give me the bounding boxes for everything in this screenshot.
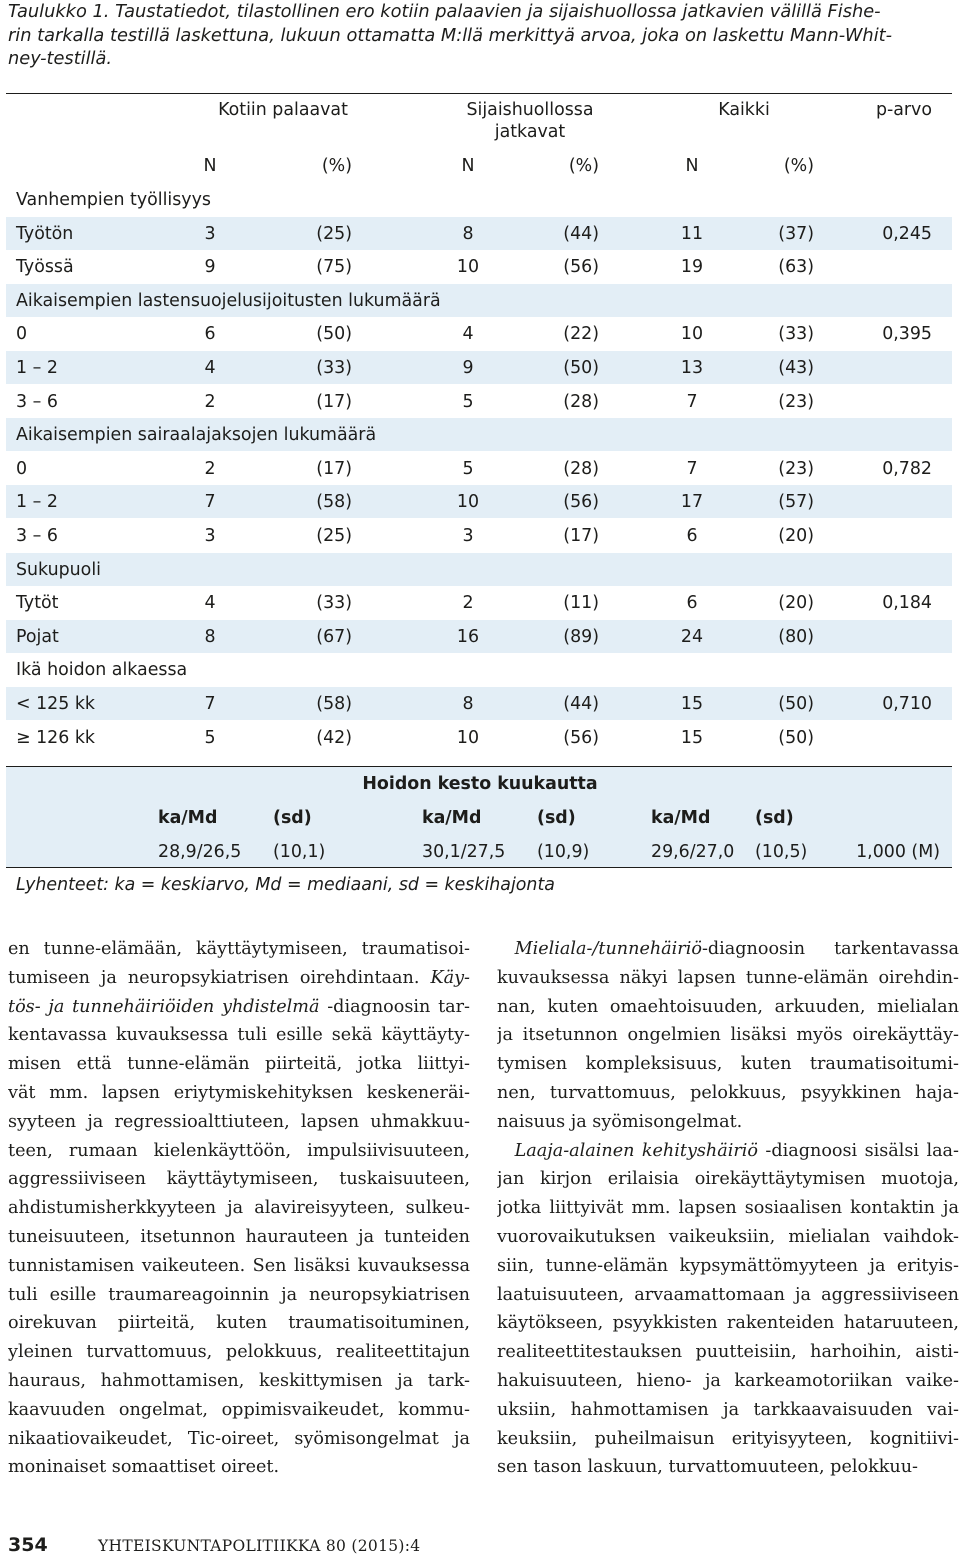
table-cell: 13 xyxy=(680,358,704,378)
table-cell: (50) xyxy=(778,694,814,714)
table-cell: (25) xyxy=(316,223,352,244)
p-value-cell: 0,184 xyxy=(882,593,932,614)
section-label: Ikä hoidon alkaessa xyxy=(16,660,188,681)
duration-value: (10,9) xyxy=(537,842,590,862)
duration-value: 30,1/27,5 xyxy=(422,842,506,862)
table-cell: 24 xyxy=(680,626,704,647)
text-line xyxy=(497,1309,959,1338)
table-row xyxy=(6,721,952,754)
header-all: Kaikki xyxy=(718,100,770,120)
subheader-pct: (%) xyxy=(321,156,352,176)
table-cell: 4 xyxy=(204,593,216,614)
table-cell: 17 xyxy=(680,492,704,513)
text-line xyxy=(497,964,959,993)
row-label: 3 – 6 xyxy=(16,391,58,412)
table-cell: 2 xyxy=(204,458,216,479)
table-cell: 16 xyxy=(456,626,480,647)
row-label: 3 – 6 xyxy=(16,526,58,546)
text-line-content: kaavuuden ongelmat, oppimisvaikeudet, kommu- xyxy=(8,1399,470,1420)
text-line xyxy=(497,1137,959,1166)
text-line-content: ja itsetunnon ongelmien lisäksi myös oirekäyttäy- xyxy=(497,1025,959,1046)
text-line-content: uksiin, hahmottamisen ja tarkkaavaisuuden vai- xyxy=(497,1399,959,1420)
text-line xyxy=(8,1079,470,1108)
caption-line: ney-testillä. xyxy=(8,48,113,69)
text-line xyxy=(497,1338,959,1367)
text-line-content: tumiseen ja neuropsykiatrisen oirehdintaan. Käy- xyxy=(8,967,470,988)
text-line-content: tös- ja tunnehäiriöiden yhdistelmä -diagnoosin tar- xyxy=(8,996,470,1017)
text-line-content: syyteen ja regressioalttiuteen, lapsen uhmakkuu- xyxy=(8,1111,470,1132)
table-row xyxy=(6,351,952,384)
table-cell: 4 xyxy=(462,324,474,345)
table-cell: (63) xyxy=(778,257,814,278)
p-value-cell: 0,395 xyxy=(882,324,932,345)
text-line xyxy=(497,1021,959,1050)
text-line xyxy=(8,1396,470,1425)
section-label: Aikaisempien sairaalajaksojen lukumäärä xyxy=(16,425,377,446)
table-cell: (23) xyxy=(778,391,814,412)
text-line-content: oirekuvan piirteitä, kuten traumatisoituminen, xyxy=(8,1313,470,1334)
text-line xyxy=(8,993,470,1022)
text-line xyxy=(497,1194,959,1223)
text-line xyxy=(8,1281,470,1310)
table-cell: 4 xyxy=(204,358,216,378)
text-line-content: tymisen kompleksisuus, kuten traumatisoitumi- xyxy=(497,1054,959,1075)
table-cell: (33) xyxy=(778,324,814,345)
text-line-content: jan kirjon erilaisia oirekäyttäytymisen muotoja, xyxy=(497,1169,959,1190)
text-line-content: tuneisuuteen, itsetunnon haurauteen ja tunteiden xyxy=(8,1226,470,1247)
text-line-content: realiteettitestauksen puutteisiin, harhoihin, aisti- xyxy=(497,1342,959,1363)
text-line-content: nikaatiovaikeudet, Tic-oireet, syömisongelmat ja xyxy=(8,1428,470,1449)
duration-value: 28,9/26,5 xyxy=(158,842,242,862)
duration-value: (10,5) xyxy=(755,842,808,862)
text-line xyxy=(8,1050,470,1079)
row-label: 1 – 2 xyxy=(16,492,58,513)
table-cell: (50) xyxy=(563,358,599,378)
table-cell: (89) xyxy=(563,626,599,647)
text-line xyxy=(8,1338,470,1367)
header-home: Kotiin palaavat xyxy=(218,100,348,120)
table-cell: (17) xyxy=(563,526,599,546)
table-cell: (22) xyxy=(563,324,599,345)
table-cell: 3 xyxy=(462,526,474,546)
table-cell: (33) xyxy=(316,593,352,614)
table-cell: 19 xyxy=(680,257,704,278)
row-label: Työtön xyxy=(16,223,74,244)
text-line-content: käytökseen, psyykkisten rakenteiden hataruuteen, xyxy=(497,1313,959,1334)
section-label: Aikaisempien lastensuojelusijoitusten lukumäärä xyxy=(16,290,441,311)
row-label: 1 – 2 xyxy=(16,358,58,378)
body-text-right-column xyxy=(497,935,959,1505)
table-row xyxy=(6,217,952,250)
text-line xyxy=(497,993,959,1022)
table-section-row xyxy=(6,553,952,586)
table-cell: 3 xyxy=(204,526,216,546)
text-line xyxy=(8,1367,470,1396)
table-cell: 6 xyxy=(204,324,216,345)
duration-header: (sd) xyxy=(273,808,312,828)
table-row xyxy=(6,519,952,552)
table-cell: 15 xyxy=(680,727,704,748)
text-line-content: kuvauksessa näkyi lapsen tunne-elämän oirehdin- xyxy=(497,967,959,988)
text-line-content: tunnistamisen vaikeuteen. Sen lisäksi kuvauksessa xyxy=(8,1255,470,1276)
table-cell: 7 xyxy=(686,391,698,412)
subheader-n: N xyxy=(203,156,217,176)
text-line xyxy=(8,1108,470,1137)
text-line xyxy=(8,1223,470,1252)
text-line-content: keuksiin, puheilmaisun erityisyyteen, kognitiivi- xyxy=(497,1428,959,1449)
abbreviations-note: Lyhenteet: ka = keskiarvo, Md = mediaani, sd = keskihajonta xyxy=(16,875,555,895)
table-row xyxy=(6,250,952,283)
subheader-n: N xyxy=(685,156,699,176)
table-cell: (57) xyxy=(778,492,814,513)
text-line-content: en tunne-elämään, käyttäytymiseen, traumatisoi- xyxy=(8,939,470,959)
table-cell: 5 xyxy=(462,458,474,479)
table-cell: 8 xyxy=(204,626,216,647)
table-row xyxy=(6,317,952,350)
p-value-cell: 0,782 xyxy=(882,458,932,479)
header-foster-line2: jatkavat xyxy=(494,122,566,142)
body-text-left-column xyxy=(8,935,470,1505)
duration-header: (sd) xyxy=(755,808,794,828)
table-cell: (56) xyxy=(563,257,599,278)
table-row xyxy=(6,687,952,720)
text-line-content: yleinen turvattomuus, pelokkuus, realiteettitajun xyxy=(8,1342,470,1363)
text-line-content: siin, tunne-elämän kypsymättömyyteen ja erityis- xyxy=(497,1255,959,1276)
text-line-content: tuli esille traumareagoinnin ja neuropsykiatrisen xyxy=(8,1284,470,1305)
table-cell: 7 xyxy=(686,458,698,479)
duration-value: 29,6/27,0 xyxy=(651,842,735,862)
table-cell: 9 xyxy=(462,358,474,378)
table-cell: (25) xyxy=(316,526,352,546)
text-line-content: naisuus ja syömisongelmat. xyxy=(497,1111,743,1132)
table-cell: 8 xyxy=(462,694,474,714)
text-line-content: vuorovaikutuksen vaikeuksiin, mielialan vaihdok- xyxy=(497,1226,959,1247)
text-line-content: laatuisuuteen, arvaamattomaan ja aggressiiviseen xyxy=(497,1284,959,1305)
table-cell: (67) xyxy=(316,626,352,647)
table-cell: (80) xyxy=(778,626,814,647)
row-label: < 125 kk xyxy=(16,694,95,714)
caption-line: rin tarkalla testillä laskettuna, lukuun ottamatta M:llä merkittyä arvoa, joka on laskettu Mann-Whit- xyxy=(8,24,893,46)
subheader-pct: (%) xyxy=(783,156,814,176)
text-line-content: ahdistumisherkkyyteen ja alavireisyyteen, sulkeu- xyxy=(8,1198,470,1219)
row-label: Pojat xyxy=(16,626,59,647)
duration-value: (10,1) xyxy=(273,842,326,862)
text-line xyxy=(8,1194,470,1223)
text-line-content: hauraus, hahmottamisen, keskittymisen ja tark- xyxy=(8,1370,470,1391)
header-p-value: p-arvo xyxy=(875,100,932,120)
text-line xyxy=(8,935,470,964)
section-label: Sukupuoli xyxy=(16,559,101,580)
row-label: 0 xyxy=(16,324,28,345)
text-line-content: hakuisuuteen, hieno- ja karkeamotoriikan vaike- xyxy=(497,1370,959,1391)
subheader-pct: (%) xyxy=(568,156,599,176)
row-label: Tytöt xyxy=(16,593,59,614)
table-cell: (58) xyxy=(316,492,352,513)
row-label: Työssä xyxy=(16,257,74,278)
duration-header: (sd) xyxy=(537,808,576,828)
table-row xyxy=(6,452,952,485)
duration-header: ka/Md xyxy=(422,808,482,828)
text-line xyxy=(497,1367,959,1396)
table-cell: 2 xyxy=(462,593,474,614)
text-line-content: moninaiset somaattiset oireet. xyxy=(8,1457,280,1478)
text-line xyxy=(8,964,470,993)
table-cell: 9 xyxy=(204,257,216,278)
table-cell: (20) xyxy=(778,593,814,614)
text-line xyxy=(497,1281,959,1310)
table-row xyxy=(6,385,952,418)
text-line-content: sen tason laskuun, turvattomuuteen, pelokkuu- xyxy=(497,1457,919,1478)
duration-header: ka/Md xyxy=(651,808,711,828)
page-number: 354 xyxy=(8,1534,48,1556)
section-label: Vanhempien työllisyys xyxy=(16,190,211,210)
table-cell: 7 xyxy=(204,694,216,714)
table-cell: (11) xyxy=(563,593,599,614)
text-line xyxy=(497,1252,959,1281)
text-line xyxy=(497,1079,959,1108)
table-cell: 6 xyxy=(686,526,698,546)
text-line xyxy=(497,1223,959,1252)
table-cell: 5 xyxy=(462,391,474,412)
table-cell: (33) xyxy=(316,358,352,378)
table-cell: 2 xyxy=(204,391,216,412)
table-cell: (42) xyxy=(316,727,352,748)
text-line xyxy=(8,1425,470,1454)
table-cell: (17) xyxy=(316,458,352,479)
table-cell: (75) xyxy=(316,257,352,278)
duration-p-value: 1,000 (M) xyxy=(856,842,940,862)
table-cell: 7 xyxy=(204,492,216,513)
table-cell: (44) xyxy=(563,694,599,714)
caption-line: Taulukko 1. Taustatiedot, tilastollinen ero kotiin palaavien ja sijaishuollossa jatkavien välillä Fishe- xyxy=(8,1,881,22)
text-line xyxy=(497,1050,959,1079)
table-cell: (56) xyxy=(563,727,599,748)
text-line xyxy=(8,1165,470,1194)
subheader-n: N xyxy=(461,156,475,176)
table-cell: 3 xyxy=(204,223,216,244)
table-cell: 10 xyxy=(456,257,480,278)
table-cell: 15 xyxy=(680,694,704,714)
table-row xyxy=(6,485,952,518)
row-label: ≥ 126 kk xyxy=(16,727,95,748)
table-section-row xyxy=(6,418,952,451)
text-line xyxy=(8,1309,470,1338)
duration-header: ka/Md xyxy=(158,808,218,828)
text-line xyxy=(8,1021,470,1050)
text-line-content: aggressiiviseen käyttäytymiseen, tuskaisuuteen, xyxy=(8,1169,470,1190)
text-line-content: misen että tunne-elämän piirteitä, jotka liittyi- xyxy=(8,1054,470,1075)
table-cell: (56) xyxy=(563,492,599,513)
table-cell: 5 xyxy=(204,727,216,748)
table-cell: (37) xyxy=(778,223,814,244)
text-line-content: kentavassa kuvauksessa tuli esille sekä käyttäyty- xyxy=(8,1025,470,1046)
p-value-cell: 0,245 xyxy=(882,223,932,244)
row-label: 0 xyxy=(16,458,28,479)
table-bottom-rule xyxy=(6,867,952,868)
p-value-cell: 0,710 xyxy=(882,694,932,714)
table-cell: (43) xyxy=(778,358,814,378)
background-table xyxy=(6,0,952,900)
table-cell: 10 xyxy=(680,324,704,345)
table-cell: 10 xyxy=(456,492,480,513)
text-line xyxy=(8,1252,470,1281)
table-cell: (50) xyxy=(778,727,814,748)
table-section-row xyxy=(6,653,952,686)
table-cell: (58) xyxy=(316,694,352,714)
text-line-content: vät mm. lapsen eriytymiskehityksen keskeneräi- xyxy=(8,1082,470,1103)
table-top-rule xyxy=(6,93,952,94)
text-line xyxy=(497,1165,959,1194)
text-line-content: jotka liittyivät mm. lapsen sosiaalisen kontaktin ja xyxy=(497,1198,959,1219)
text-line xyxy=(497,1453,959,1482)
table-cell: (28) xyxy=(563,458,599,479)
table-cell: (50) xyxy=(316,324,352,345)
journal-name: YHTEISKUNTAPOLITIIKKA 80 (2015):4 xyxy=(98,1537,421,1555)
table-cell: (23) xyxy=(778,458,814,479)
text-line xyxy=(497,935,959,964)
table-cell: (44) xyxy=(563,223,599,244)
table-section-row xyxy=(6,183,952,216)
table-row xyxy=(6,620,952,653)
table-cell: 8 xyxy=(462,223,474,244)
table-cell: (28) xyxy=(563,391,599,412)
table-cell: 10 xyxy=(456,727,480,748)
duration-title: Hoidon kesto kuukautta xyxy=(362,774,598,794)
table-row xyxy=(6,586,952,619)
header-foster-line1: Sijaishuollossa xyxy=(466,100,594,120)
text-line-content: Mieliala-/tunnehäiriö-diagnoosin tarkentavassa xyxy=(514,939,959,959)
table-cell: (17) xyxy=(316,391,352,412)
text-line xyxy=(497,1425,959,1454)
table-cell: 6 xyxy=(686,593,698,614)
text-line xyxy=(8,1137,470,1166)
text-line-content: nan, kuten omaehtoisuuden, arkuuden, mielialan xyxy=(497,996,959,1017)
table-cell: (20) xyxy=(778,526,814,546)
text-line-content: nen, turvattomuus, pelokkuus, psyykkinen haja- xyxy=(497,1082,959,1103)
text-line xyxy=(497,1396,959,1425)
text-line xyxy=(8,1453,470,1482)
text-line-content: teen, rumaan kielenkäyttöön, impulsiivisuuteen, xyxy=(8,1140,470,1161)
text-line xyxy=(497,1108,959,1137)
text-line-content: Laaja-alainen kehityshäiriö -diagnoosi sisälsi laa- xyxy=(514,1140,959,1161)
table-section-row xyxy=(6,284,952,317)
table-cell: 11 xyxy=(680,223,704,244)
